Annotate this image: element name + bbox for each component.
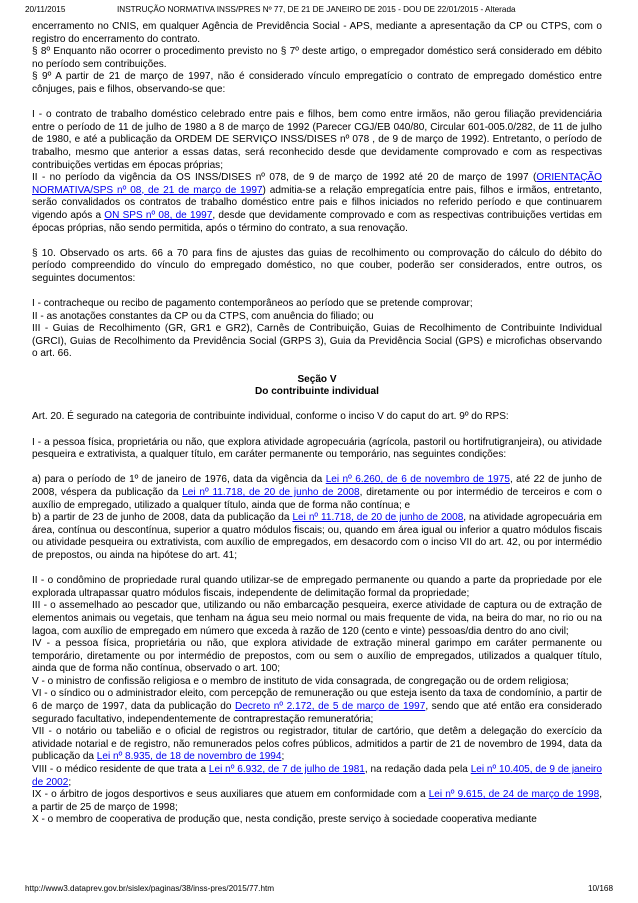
link-lei-8935[interactable]: Lei nº 8.935, de 18 de novembro de 1994 [96,751,282,763]
paragraph: § 10. Observado os arts. 66 a 70 para fins de ajustes das guias de recolhimento ou comprovação do cálculo do débito do período compreendido do vínculo do empregado doméstico, no que couber, poderão ser considerados, entre outros, os seguintes documentos: [32,247,602,284]
paragraph: a) para o período de 1º de janeiro de 1976, data da vigência da Lei nº 6.260, de 6 de novembro de 1975, até 22 de junho de 2008, véspera da publicação da Lei nº 11.718, de 20 de junho de 2008, diretamente ou por intermédio de terceiros e com o auxílio de empregado, utilizado a qualquer título, ainda que de forma não contínua; e [32,474,603,511]
paragraph: I - o contrato de trabalho doméstico celebrado entre pais e filhos, bem como entre irmãos, não gerou filiação previdenciária entre o período de 11 de julho de 1980 a 8 de março de 1992 (Parecer CGJ/EB 040/80, Circular 601-005.0/282, de 11 de julho de 1980, e até a publicação da ORDEM DE SERVIÇO INSS/DISES nº 078 , de 9 de março de 1992). Entretanto, o período de trabalho, mesmo que anterior a essas datas, será reconhecido desde que devidamente comprovado e com as respectivas contribuições vertidas em épocas próprias; [32,109,602,171]
link-lei-11718[interactable]: Lei nº 11.718, de 20 de junho de 2008 [292,512,464,524]
paragraph: § 9º A partir de 21 de março de 1997, não é considerado vínculo empregatício o contrato de empregado doméstico entre cônjuges, pais e filhos, observando-se que: [32,71,602,95]
paragraph: VII - o notário ou tabelião e o oficial de registros ou registrador, titular de cartório, que detêm a delegação do exercício da atividade notarial e de registro, não remunerados pelos cofres públicos, admitidos a partir de 21 de novembro de 1994, data da publicação da Lei nº 8.935, de 18 de novembro de 1994; [32,726,602,763]
link-lei-11718[interactable]: Lei nº 11.718, de 20 de junho de 2008 [182,486,360,498]
section-subtitle: Do contribuinte individual [255,386,379,398]
paragraph: II - o condômino de propriedade rural quando utilizar-se de empregado permanente ou quando a parte da propriedade por ele explorada ultrapassar quatro módulos fiscais, independente de delimitação formal da propriedade; [32,575,602,599]
link-lei-6260[interactable]: Lei nº 6.260, de 6 de novembro de 1975 [325,474,510,486]
paragraph: III - o assemelhado ao pescador que, utilizando ou não embarcação pesqueira, exerce atividade de captura ou de extração de elementos animais ou vegetais, que tenham na água seu meio normal ou mais frequente de vida, na beira do mar, no rio ou na lagoa, com auxílio de empregado em número que exceda à razão de 120 (cento e vinte) pessoas/dia dentro do ano civil; [32,600,602,637]
paragraph: II - as anotações constantes da CP ou da CTPS, com anuência do filiado; ou [32,310,374,322]
link-decreto-2172[interactable]: Decreto nº 2.172, de 5 de março de 1997 [235,701,426,713]
link-lei-10405[interactable]: Lei nº 10.405, de 9 de janeiro de 2002 [32,764,602,788]
paragraph: I - a pessoa física, proprietária ou não, que explora atividade agropecuária (agrícola, pastoril ou hortifrutigranjeira), ou atividade pesqueira e extrativista, a qualquer título, em caráter permanente ou temporário, nas seguintes condições: [32,436,602,461]
paragraph: IV - a pessoa física, proprietária ou não, que explora atividade de extração mineral garimpo em caráter permanente ou temporário, diretamente ou por intermédio de prepostos, com ou sem o auxílio de empregados, utilizados a qualquer título, ainda que de forma não contínua, observado o art. 100; [32,638,602,675]
link-orientacao-normativa-sps-08[interactable]: ORIENTAÇÃO NORMATIVA/SPS nº 08, de 21 de março de 1997 [32,172,602,196]
paragraph: V - o ministro de confissão religiosa e o membro de instituto de vida consagrada, de congregação ou de ordem religiosa; [32,675,569,687]
section-title: Seção V [297,373,337,385]
document-body [32,21,602,827]
paragraph: II - no período da vigência da OS INSS/DISES nº 078, de 9 de março de 1992 até 20 de março de 1997 (ORIENTAÇÃO NORMATIVA/SPS nº 08, de 21 de março de 1997) admitia-se a relação empregatícia entre pais, filhos e irmãos, entretanto, serão convalidados os contratos de trabalho doméstico entre pais e filhos iniciados no referido período e que continuarem vigendo após a ON SPS nº 08, de 1997, desde que devidamente comprovado e com as respectivas contribuições vertidas em épocas próprias, não sendo permitida, após o término do contrato, a sua renovação. [32,172,602,234]
paragraph: § 8º Enquanto não ocorrer o procedimento previsto no § 7º deste artigo, o empregador doméstico será considerado em débito no período sem contribuições. [32,46,602,70]
page-number: 10/168 [587,884,613,893]
print-footer [25,882,613,895]
paragraph: Art. 20. É segurado na categoria de contribuinte individual, conforme o inciso V do caput do art. 9º do RPS: [32,411,509,423]
paragraph: IX - o árbitro de jogos desportivos e seus auxiliares que atuem em conformidade com a Lei nº 9.615, de 24 de março de 1998, a partir de 25 de março de 1998; [32,789,602,813]
print-date: 20/11/2015 [25,5,66,14]
link-lei-6932[interactable]: Lei nº 6.932, de 7 de julho de 1981 [208,764,365,776]
paragraph: III - Guias de Recolhimento (GR, GR1 e GR2), Carnês de Contribuição, Guias de Recolhimento de Contribuinte Individual (GRCI), Guias de Recolhimento da Previdência Social (GRPS 3), Guia da Previdência Social (GPS) e microfichas observando o art. 66. [32,323,602,360]
print-header [25,3,613,17]
link-on-sps-08[interactable]: ON SPS nº 08, de 1997 [104,209,213,221]
document-title: INSTRUÇÃO NORMATIVA INSS/PRES Nº 77, DE 21 DE JANEIRO DE 2015 - DOU DE 22/01/2015 - Alterada [117,5,516,14]
paragraph: VI - o síndico ou o administrador eleito, com percepção de remuneração ou que esteja isento da taxa de condomínio, a partir de 6 de março de 1997, data da publicação do Decreto nº 2.172, de 5 de março de 1997, sendo que até então era considerado segurado facultativo, independentemente de contraprestação remuneratória; [32,688,603,725]
paragraph: I - contracheque ou recibo de pagamento contemporâneos ao período que se pretende comprovar; [32,298,473,310]
paragraph: X - o membro de cooperativa de produção que, nesta condição, preste serviço à sociedade cooperativa mediante [32,814,537,826]
paragraph: b) a partir de 23 de junho de 2008, data da publicação da Lei nº 11.718, de 20 de junho de 2008, na atividade agropecuária em área, contínua ou descontínua, superior a quatro módulos fiscais; ou, quando em área igual ou inferior a quatro módulos fiscais ou atividade pesqueira ou extrativista, com auxílio de empregados, em desacordo com o inciso VII do art. 42, ou por intermédio de prepostos, ou ainda na hipótese do art. 41; [32,512,602,561]
paragraph: VIII - o médico residente de que trata a Lei nº 6.932, de 7 de julho de 1981, na redação dada pela Lei nº 10.405, de 9 de janeiro de 2002; [32,764,602,788]
paragraph: encerramento no CNIS, em qualquer Agência de Previdência Social - APS, mediante a apresentação da CP ou CTPS, com o registro do encerramento do contrato. [32,21,602,45]
link-lei-9615[interactable]: Lei nº 9.615, de 24 de março de 1998 [428,789,600,801]
page-url: http://www3.dataprev.gov.br/sislex/paginas/38/inss-pres/2015/77.htm [25,884,275,893]
